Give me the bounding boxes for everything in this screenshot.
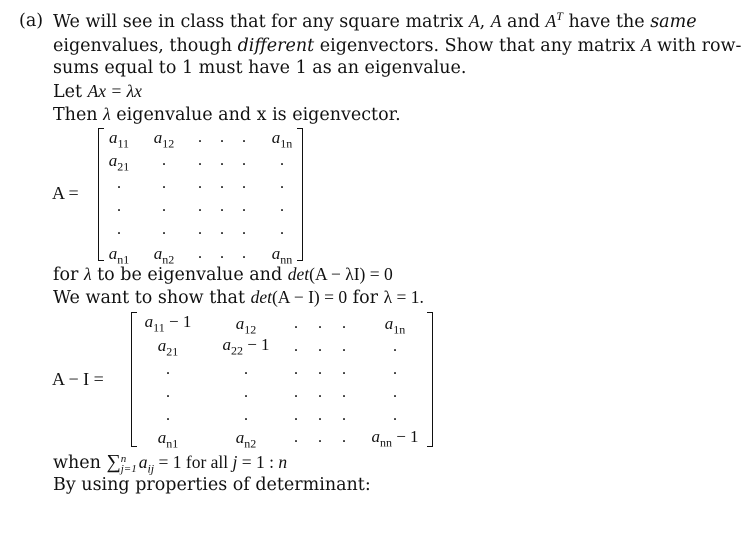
matrix-ai-cell-a12: $a_{12}$ bbox=[235, 314, 257, 337]
matrix-a-dot: . bbox=[161, 151, 167, 169]
matrix-a-dot: . bbox=[219, 244, 225, 262]
matrix-a-dot: . bbox=[197, 174, 203, 192]
matrix-a-cell-an2: $a_{n2}$ bbox=[153, 244, 175, 267]
let-line: Let Ax = λx bbox=[53, 81, 142, 102]
matrix-ai-dot: . bbox=[341, 314, 347, 332]
matrix-a-dot: . bbox=[279, 174, 285, 192]
matrix-a-dot: . bbox=[116, 220, 122, 238]
matrix-a-dot: . bbox=[279, 151, 285, 169]
matrix-ai-dot: . bbox=[243, 383, 249, 401]
matrix-a-dot: . bbox=[241, 220, 247, 238]
matrix-a-dot: . bbox=[116, 197, 122, 215]
matrix-a-dot: . bbox=[197, 197, 203, 215]
matrix-ai-dot: . bbox=[317, 337, 323, 355]
matrix-a-dot: . bbox=[241, 244, 247, 262]
matrix-ai-dot: . bbox=[165, 360, 171, 378]
matrix-ai-left-bracket bbox=[131, 312, 137, 447]
matrix-ai-cell-a1n: $a_{1n}$ bbox=[384, 314, 406, 337]
matrix-a-cell-a12: $a_{12}$ bbox=[153, 128, 175, 151]
matrix-ai-dot: . bbox=[243, 360, 249, 378]
summation-symbol: ∑ bbox=[106, 451, 121, 473]
matrix-ai-dot: . bbox=[293, 383, 299, 401]
matrix-ai-dot: . bbox=[293, 337, 299, 355]
matrix-ai-right-bracket bbox=[427, 312, 433, 447]
intro-line-2: eigenvalues, though different eigenvectors. Show that any matrix A with row- bbox=[53, 35, 741, 56]
matrix-a-dot: . bbox=[116, 174, 122, 192]
matrix-ai-dot: . bbox=[317, 406, 323, 424]
matrix-ai-cell-ann: $a_{nn} - 1$ bbox=[371, 427, 419, 450]
matrix-ai-cell-a11: $a_{11} - 1$ bbox=[144, 312, 192, 335]
matrix-ai-dot: . bbox=[165, 383, 171, 401]
then-line: Then λ eigenvalue and x is eigenvector. bbox=[53, 104, 401, 125]
matrix-ai-dot: . bbox=[392, 383, 398, 401]
matrix-a-dot: . bbox=[197, 220, 203, 238]
matrix-ai-lhs: A − I = bbox=[52, 369, 104, 389]
matrix-a-dot: . bbox=[161, 197, 167, 215]
matrix-a-dot: . bbox=[197, 151, 203, 169]
matrix-ai-dot: . bbox=[293, 406, 299, 424]
matrix-a-right-bracket bbox=[297, 128, 303, 261]
matrix-a-dot: . bbox=[219, 151, 225, 169]
matrix-a-cell-ann: $a_{nn}$ bbox=[271, 244, 293, 267]
matrix-ai-dot: . bbox=[341, 360, 347, 378]
matrix-ai-dot: . bbox=[392, 360, 398, 378]
matrix-ai-dot: . bbox=[392, 337, 398, 355]
matrix-a-dot: . bbox=[219, 220, 225, 238]
summation-limits: n j=1 bbox=[120, 452, 137, 475]
matrix-a-dot: . bbox=[219, 128, 225, 146]
matrix-a-dot: . bbox=[197, 244, 203, 262]
intro-line-3: sums equal to 1 must have 1 as an eigenvalue. bbox=[53, 58, 467, 78]
eigen-condition-line: for λ to be eigenvalue and det(A − λI) = 0 bbox=[53, 264, 393, 285]
matrix-a-cell-a1n: $a_{1n}$ bbox=[271, 128, 293, 151]
matrix-ai-dot: . bbox=[293, 314, 299, 332]
matrix-a-dot: . bbox=[241, 151, 247, 169]
matrix-a-dot: . bbox=[241, 197, 247, 215]
matrix-a-cell-a11: $a_{11}$ bbox=[108, 128, 130, 151]
matrix-ai-dot: . bbox=[341, 406, 347, 424]
matrix-a-dot: . bbox=[219, 197, 225, 215]
matrix-a-lhs: A = bbox=[52, 183, 79, 203]
matrix-ai-dot: . bbox=[341, 428, 347, 446]
intro-line-1: We will see in class that for any square matrix A, A and $A^T$ have the same bbox=[53, 9, 697, 32]
matrix-ai-dot: . bbox=[317, 383, 323, 401]
matrix-ai-dot: . bbox=[341, 383, 347, 401]
matrix-ai-dot: . bbox=[317, 428, 323, 446]
matrix-ai-cell-an1: $a_{n1}$ bbox=[157, 428, 179, 451]
matrix-ai-dot: . bbox=[243, 406, 249, 424]
matrix-ai-dot: . bbox=[392, 406, 398, 424]
matrix-a-cell-an1: $a_{n1}$ bbox=[108, 244, 130, 267]
matrix-ai-dot: . bbox=[293, 428, 299, 446]
matrix-a-left-bracket bbox=[98, 128, 104, 261]
row-sum-condition-line: when ∑ n j=1 $a_{ij} = 1$ for all j = 1 : n bbox=[53, 451, 288, 476]
matrix-ai-cell-an2: $a_{n2}$ bbox=[235, 428, 257, 451]
matrix-ai-cell-a22: $a_{22} - 1$ bbox=[222, 335, 270, 358]
matrix-ai-dot: . bbox=[317, 314, 323, 332]
matrix-ai-dot: . bbox=[165, 406, 171, 424]
goal-line: We want to show that det(A − I) = 0 for λ = 1. bbox=[53, 287, 424, 308]
matrix-ai-dot: . bbox=[317, 360, 323, 378]
matrix-a-dot: . bbox=[197, 128, 203, 146]
matrix-a-dot: . bbox=[241, 174, 247, 192]
closing-line: By using properties of determinant: bbox=[53, 475, 371, 495]
matrix-a-cell-a21: $a_{21}$ bbox=[108, 151, 130, 174]
matrix-ai-dot: . bbox=[293, 360, 299, 378]
matrix-a-dot: . bbox=[279, 220, 285, 238]
matrix-a-dot: . bbox=[241, 128, 247, 146]
matrix-ai-cell-a21: $a_{21}$ bbox=[157, 336, 179, 359]
matrix-a-dot: . bbox=[219, 174, 225, 192]
part-label: (a) bbox=[19, 11, 44, 31]
matrix-a-dot: . bbox=[161, 220, 167, 238]
matrix-a-dot: . bbox=[161, 174, 167, 192]
matrix-ai-dot: . bbox=[341, 337, 347, 355]
matrix-a-dot: . bbox=[279, 197, 285, 215]
